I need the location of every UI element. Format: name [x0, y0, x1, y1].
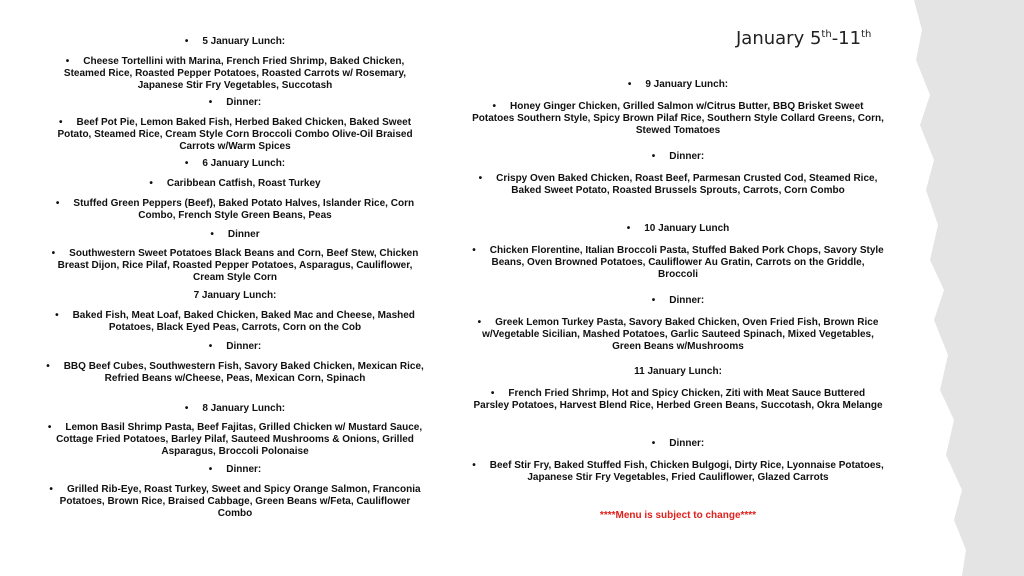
menu-item: • Lemon Basil Shrimp Pasta, Beef Fajitas, Grilled Chicken w/ Mustard Sauce, Cottage Fried Potatoes, Barley Pilaf, Sauteed Mushrooms & Onions, Grilled Asparagus, Broccoli Polonaise	[47, 422, 423, 458]
page-title: January 5th-11th	[736, 28, 872, 49]
menu-item: • French Fried Shrimp, Hot and Spicy Chicken, Ziti with Meat Sauce Buttered Parsley Potatoes, Harvest Blend Rice, Herbed Green Beans, Succotash, Okra Melange	[473, 388, 883, 412]
menu-item: • BBQ Beef Cubes, Southwestern Fish, Savory Baked Chicken, Mexican Rice, Refried Beans w/Cheese, Peas, Mexican Corn, Spinach	[46, 361, 424, 385]
menu-item: • Greek Lemon Turkey Pasta, Savory Baked Chicken, Oven Fried Fish, Brown Rice w/Vegetable Sicilian, Mashed Potatoes, Garlic Sauteed Spinach, Mixed Vegetables, Green Beans w/Mushrooms	[477, 317, 879, 353]
menu-item: • Grilled Rib-Eye, Roast Turkey, Sweet and Spicy Orange Salmon, Franconia Potatoes, Brown Rice, Braised Cabbage, Green Beans w/Feta, Cauliflower Combo	[49, 484, 421, 520]
dinner-heading: • Dinner:	[208, 97, 262, 108]
day-heading-11-jan-lunch: 11 January Lunch:	[634, 366, 722, 377]
menu-item: • Beef Stir Fry, Baked Stuffed Fish, Chicken Bulgogi, Dirty Rice, Lyonnaise Potatoes, Japanese Stir Fry Vegetables, Fried Cauliflower, Glazed Carrots	[472, 460, 884, 484]
dinner-heading: • Dinner:	[651, 151, 705, 162]
day-heading-6-jan-lunch: • 6 January Lunch:	[184, 158, 286, 169]
day-heading-10-jan-lunch: • 10 January Lunch	[626, 223, 730, 234]
torn-paper-edge	[904, 0, 1024, 576]
menu-item: • Southwestern Sweet Potatoes Black Beans and Corn, Beef Stew, Chicken Breast Dijon, Rice Pilaf, Roasted Pepper Potatoes, Asparagus, Cauliflower, Cream Style Corn	[51, 248, 419, 284]
dinner-heading: • Dinner	[210, 229, 260, 240]
dinner-heading: • Dinner:	[208, 341, 262, 352]
day-heading-9-jan-lunch: • 9 January Lunch:	[627, 79, 729, 90]
menu-item: • Caribbean Catfish, Roast Turkey	[149, 178, 321, 189]
dinner-heading: • Dinner:	[208, 464, 262, 475]
menu-item: • Honey Ginger Chicken, Grilled Salmon w/Citrus Butter, BBQ Brisket Sweet Potatoes Southern Style, Spicy Brown Pilaf Rice, Southern Style Collard Greens, Corn, Stewed Tomatoes	[472, 101, 884, 137]
day-heading-7-jan-lunch: 7 January Lunch:	[193, 290, 277, 301]
menu-item: • Cheese Tortellini with Marina, French Fried Shrimp, Baked Chicken, Steamed Rice, Roasted Pepper Potatoes, Roasted Carrots w/ Rosemary, Japanese Stir Fry Vegetables, Succotash	[63, 56, 407, 92]
menu-disclaimer: ****Menu is subject to change****	[599, 510, 757, 521]
day-heading-8-jan-lunch: • 8 January Lunch:	[184, 403, 286, 414]
menu-item: • Stuffed Green Peppers (Beef), Baked Potato Halves, Islander Rice, Corn Combo, French Style Green Beans, Peas	[55, 198, 415, 222]
dinner-heading: • Dinner:	[651, 295, 705, 306]
day-heading-5-jan-lunch: • 5 January Lunch:	[184, 36, 286, 47]
menu-item: • Baked Fish, Meat Loaf, Baked Chicken, Baked Mac and Cheese, Mashed Potatoes, Black Eyed Peas, Carrots, Corn on the Cob	[55, 310, 415, 334]
dinner-heading: • Dinner:	[651, 438, 705, 449]
menu-item: • Crispy Oven Baked Chicken, Roast Beef, Parmesan Crusted Cod, Steamed Rice, Baked Sweet Potato, Roasted Brussels Sprouts, Carrots, Corn Combo	[478, 173, 878, 197]
menu-item: • Beef Pot Pie, Lemon Baked Fish, Herbed Baked Chicken, Baked Sweet Potato, Steamed Rice, Cream Style Corn Broccoli Combo Olive-Oil Braised Carrots w/Warm Spices	[57, 117, 413, 153]
menu-item: • Chicken Florentine, Italian Broccoli Pasta, Stuffed Baked Pork Chops, Savory Style Beans, Oven Browned Potatoes, Cauliflower Au Gratin, Carrots on the Griddle, Broccoli	[472, 245, 884, 281]
